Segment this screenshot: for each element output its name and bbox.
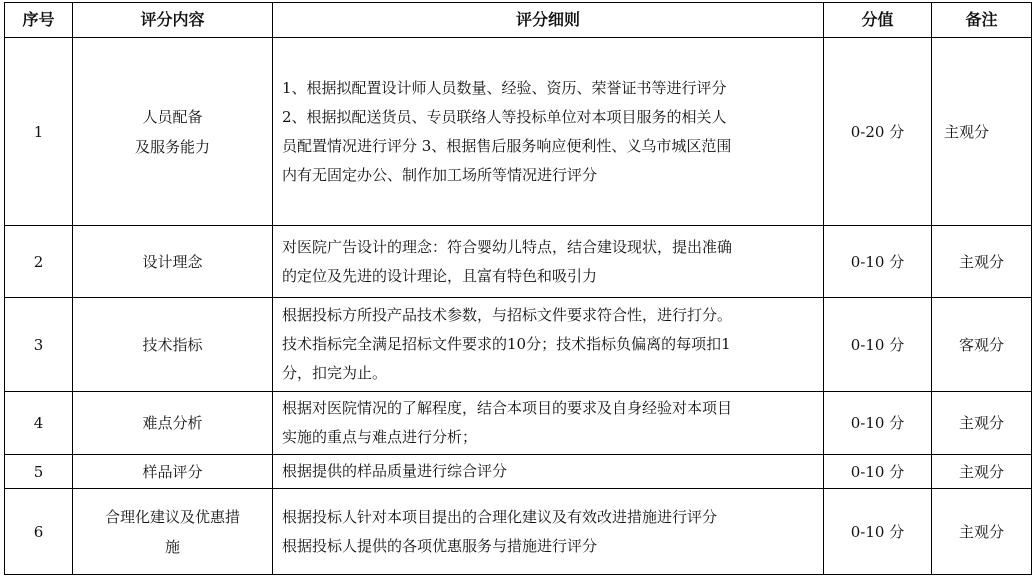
- row-remark: 主观分: [932, 38, 1032, 226]
- row-content: [73, 298, 273, 392]
- row-detail: [273, 226, 824, 298]
- detail-line: 1、根据拟配置设计师人员数量、经验、资历、荣誉证书等进行评分: [282, 78, 727, 97]
- table-row: [5, 489, 1032, 575]
- row-index: 3: [5, 298, 73, 392]
- row-remark: 客观分: [932, 298, 1032, 392]
- header-detail: 评分细则: [273, 3, 824, 38]
- row-index: 6: [5, 489, 73, 575]
- row-detail: [273, 455, 824, 489]
- row-content: [73, 455, 273, 489]
- row-detail: [273, 392, 824, 455]
- row-content: [73, 392, 273, 455]
- row-index: 5: [5, 455, 73, 489]
- table-row: [5, 226, 1032, 298]
- scoring-table: [4, 2, 1032, 575]
- row-index: 2: [5, 226, 73, 298]
- content-line: 设计理念: [142, 252, 203, 271]
- row-index: 4: [5, 392, 73, 455]
- row-score: 0-10 分: [824, 455, 932, 489]
- row-index: 1: [5, 38, 73, 226]
- detail-line: 根据提供的样品质量进行综合评分: [282, 462, 508, 480]
- row-remark: 主观分: [932, 226, 1032, 298]
- row-score: 0-10 分: [824, 226, 932, 298]
- table-row: [5, 392, 1032, 455]
- row-remark: 主观分: [932, 392, 1032, 455]
- detail-line: 的定位及先进的设计理论，且富有特色和吸引力: [282, 266, 598, 285]
- content-line: 合理化建议及优惠措: [104, 507, 240, 526]
- row-score: 0-10 分: [824, 392, 932, 455]
- row-score: 0-20 分: [824, 38, 932, 226]
- row-detail: [273, 38, 824, 226]
- row-content: [73, 38, 273, 226]
- content-line: 人员配备: [142, 107, 203, 126]
- header-remark: 备注: [932, 3, 1032, 38]
- content-line: 及服务能力: [134, 137, 210, 156]
- content-line: 难点分析: [142, 414, 203, 432]
- detail-line: 对医院广告设计的理念：符合婴幼儿特点，结合建设现状，提出准确: [282, 237, 733, 256]
- row-detail: [273, 298, 824, 392]
- row-remark: 主观分: [932, 455, 1032, 489]
- row-content: [73, 226, 273, 298]
- header-content: 评分内容: [73, 3, 273, 38]
- detail-line: 技术指标完全满足招标文件要求的10分；技术指标负偏离的每项扣1: [282, 335, 731, 353]
- detail-line: 根据投标人提供的各项优惠服务与措施进行评分: [282, 536, 598, 555]
- detail-line: 员配置情况进行评分 3、根据售后服务响应便利性、义乌市城区范围: [282, 136, 732, 155]
- row-detail: [273, 489, 824, 575]
- table-row: [5, 298, 1032, 392]
- header-score: 分值: [824, 3, 932, 38]
- content-line: 施: [164, 537, 180, 556]
- table-row: [5, 38, 1032, 226]
- header-row: [5, 3, 1032, 38]
- row-score: 0-10 分: [824, 298, 932, 392]
- row-remark: 主观分: [932, 489, 1032, 575]
- content-line: 样品评分: [142, 462, 203, 481]
- detail-line: 实施的重点与难点进行分析；: [282, 428, 478, 446]
- detail-line: 根据投标人针对本项目提出的合理化建议及有效改进措施进行评分: [282, 507, 718, 526]
- detail-line: 分，扣完为止。: [282, 364, 388, 382]
- detail-line: 内有无固定办公、制作加工场所等情况进行评分: [282, 165, 598, 184]
- detail-line: 根据对医院情况的了解程度，结合本项目的要求及自身经验对本项目: [282, 399, 733, 417]
- row-score: 0-10 分: [824, 489, 932, 575]
- detail-line: 根据投标方所投产品技术参数，与招标文件要求符合性，进行打分。: [282, 306, 733, 324]
- detail-line: 2、根据拟配送货员、专员联络人等投标单位对本项目服务的相关人: [282, 107, 727, 126]
- content-line: 技术指标: [142, 335, 203, 354]
- row-content: [73, 489, 273, 575]
- table-row: [5, 455, 1032, 489]
- header-index: 序号: [5, 3, 73, 38]
